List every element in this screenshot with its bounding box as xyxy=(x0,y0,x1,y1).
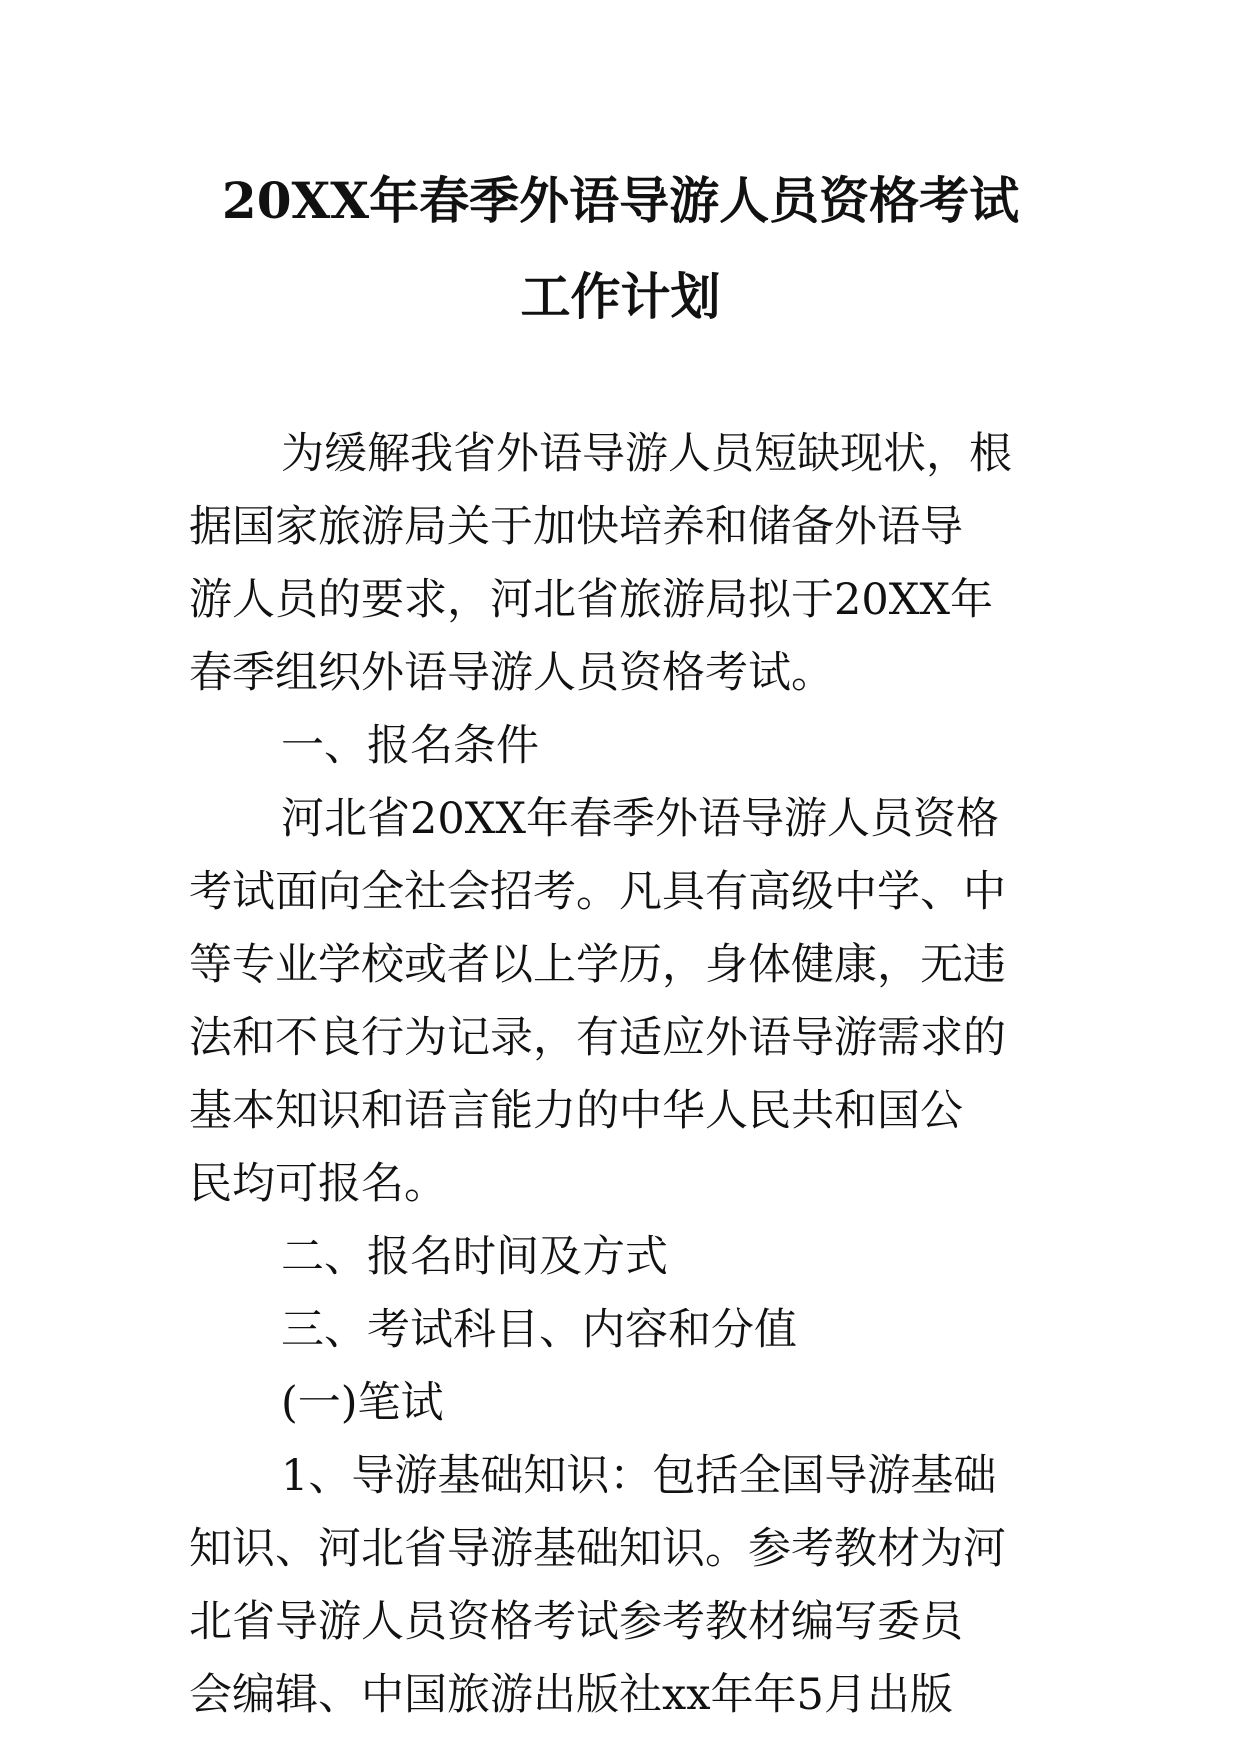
body-text-line: 基本知识和语言能力的中华人民共和国公 xyxy=(189,1086,963,1136)
body-text-line: 一、报名条件 xyxy=(281,721,539,771)
body-text-line: 北省导游人员资格考试参考教材编写委员 xyxy=(189,1597,963,1647)
body-text-line: 民均可报名。 xyxy=(189,1159,447,1209)
body-text-line: 等专业学校或者以上学历，身体健康，无违 xyxy=(189,940,1006,990)
body-text-line: 据国家旅游局关于加快培养和储备外语导 xyxy=(189,502,963,552)
body-text-line: 为缓解我省外语导游人员短缺现状，根 xyxy=(281,429,1012,479)
body-text-line: 1、导游基础知识：包括全国导游基础 xyxy=(281,1451,997,1501)
body-text-line: (一)笔试 xyxy=(281,1378,444,1428)
body-text-line: 二、报名时间及方式 xyxy=(281,1232,668,1282)
document-title-line-1: 20XX年春季外语导游人员资格考试 xyxy=(221,171,1020,230)
body-text-line: 游人员的要求，河北省旅游局拟于20XX年 xyxy=(189,575,993,625)
body-text-line: 考试面向全社会招考。凡具有高级中学、中 xyxy=(189,867,1006,917)
document-title-line-2: 工作计划 xyxy=(520,267,721,326)
body-text-line: 河北省20XX年春季外语导游人员资格 xyxy=(281,794,999,844)
document-body xyxy=(189,418,1069,1732)
body-text-line: 会编辑、中国旅游出版社xx年年5月出版 xyxy=(189,1670,953,1720)
body-text-line: 春季组织外语导游人员资格考试。 xyxy=(189,648,834,698)
body-text-line: 知识、河北省导游基础知识。参考教材为河 xyxy=(189,1524,1006,1574)
body-text-line: 法和不良行为记录，有适应外语导游需求的 xyxy=(189,1013,1006,1063)
body-text-line: 三、考试科目、内容和分值 xyxy=(281,1305,797,1355)
